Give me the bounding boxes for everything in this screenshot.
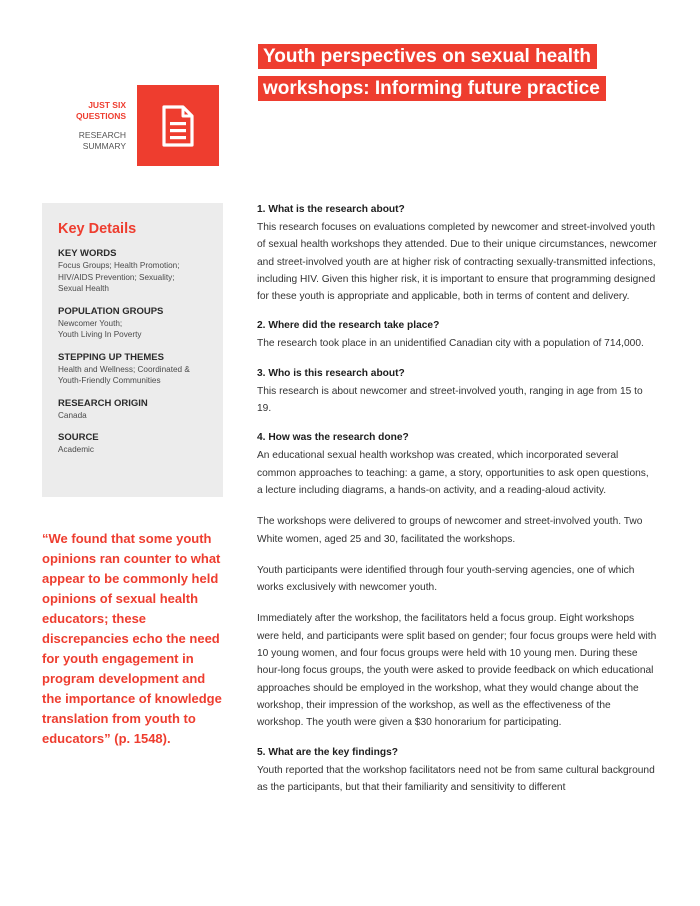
series-label	[66, 100, 126, 152]
question-heading: 4. How was the research done?	[257, 432, 409, 444]
paragraph: An educational sexual health workshop was created, which incorporated several common approaches to teaching: a game, a story, opportunities to ask open questions, a lecture including diagrams, a hands-on activity, and a reading-aloud activity.	[257, 450, 649, 496]
section-line: Newcomer Youth;	[58, 318, 123, 328]
stepping-up-themes-section	[58, 352, 223, 387]
section-heading: SOURCE	[58, 432, 99, 443]
question-heading: 3. Who is this research about?	[257, 367, 405, 379]
question-heading: 2. Where did the research take place?	[257, 320, 440, 332]
key-details-panel	[42, 203, 223, 497]
key-details-title: Key Details	[58, 221, 137, 237]
section-line: Academic	[58, 445, 94, 454]
document-type-line-2: SUMMARY	[82, 141, 126, 151]
section-line: Youth-Friendly Communities	[58, 376, 161, 385]
document-icon	[161, 104, 195, 148]
series-name-line-2: QUESTIONS	[75, 111, 126, 121]
paragraph: This research is about newcomer and street-involved youth, ranging in age from 15 to 19.	[257, 385, 643, 415]
question-heading: 5. What are the key findings?	[257, 746, 398, 758]
title-line-1: Youth perspectives on sexual health	[258, 44, 597, 69]
paragraph: The workshops were delivered to groups of newcomer and street-involved youth. Two White women, aged 25 and 30, facilitated the workshops.	[257, 516, 643, 545]
section-line: Health and Wellness; Coordinated &	[58, 364, 190, 374]
paragraph: This research focuses on evaluations completed by newcomer and street-involved youth of sexual health workshops they attended. Due to their unique circumstances, newcomer and street-involved youth are at higher risk of contracting sexually-transmitted infections, including HIV. Given this higher risk, it is important to ensure that programming designed for these youth is appropriate and applicable, both in terms of content and delivery.	[257, 222, 657, 303]
research-origin-section	[58, 398, 223, 422]
section-line: HIV/AIDS Prevention; Sexuality;	[58, 272, 175, 282]
paragraph: Youth reported that the workshop facilitators need not be from same cultural background as the participants, but that their familiarity and sensitivity to different	[257, 764, 655, 793]
section-heading: RESEARCH ORIGIN	[58, 397, 148, 409]
title-line-2: workshops: Informing future practice	[258, 76, 606, 101]
series-name-line-1: JUST SIX	[88, 100, 126, 110]
page-title	[258, 44, 638, 108]
section-line: Youth Living In Poverty	[58, 330, 142, 339]
section-heading: KEY WORDS	[58, 248, 117, 259]
population-groups-section	[58, 306, 223, 341]
pull-quote: “We found that some youth opinions ran counter to what appear to be commonly held opinions of sexual health educators; these discrepancies echo the need for youth engagement in program development and the importance of knowledge translation from youth to educators” (p. 1548).	[42, 531, 222, 746]
paragraph: Immediately after the workshop, the facilitators held a focus group. Eight workshops were held, and participants were split based on gender; four focus groups were held with 10 young women, and four focus groups were held with 10 young men. During these hour-long focus groups, the youth were asked to provide feedback on which educational approaches should be employed in the workshop, what they would change about the workshop, their impression of the workshop, as well as the effectiveness of the workshop. The youth were given a $30 honorarium for participating.	[257, 613, 657, 729]
paragraph: Youth participants were identified through four youth-serving agencies, one of which works exclusively with newcomer youth.	[257, 564, 635, 594]
section-heading: POPULATION GROUPS	[58, 305, 164, 317]
key-words-section	[58, 248, 223, 295]
question-heading: 1. What is the research about?	[257, 204, 405, 215]
section-heading: STEPPING UP THEMES	[58, 351, 164, 363]
source-section	[58, 432, 223, 456]
section-line: Focus Groups; Health Promotion;	[58, 261, 180, 270]
section-line: Sexual Health	[58, 284, 109, 293]
main-content	[257, 203, 657, 796]
document-icon-box	[137, 85, 219, 166]
paragraph: The research took place in an unidentified Canadian city with a population of 714,000.	[257, 338, 644, 350]
document-type-line-1: RESEARCH	[78, 130, 126, 140]
section-line: Canada	[58, 410, 87, 420]
